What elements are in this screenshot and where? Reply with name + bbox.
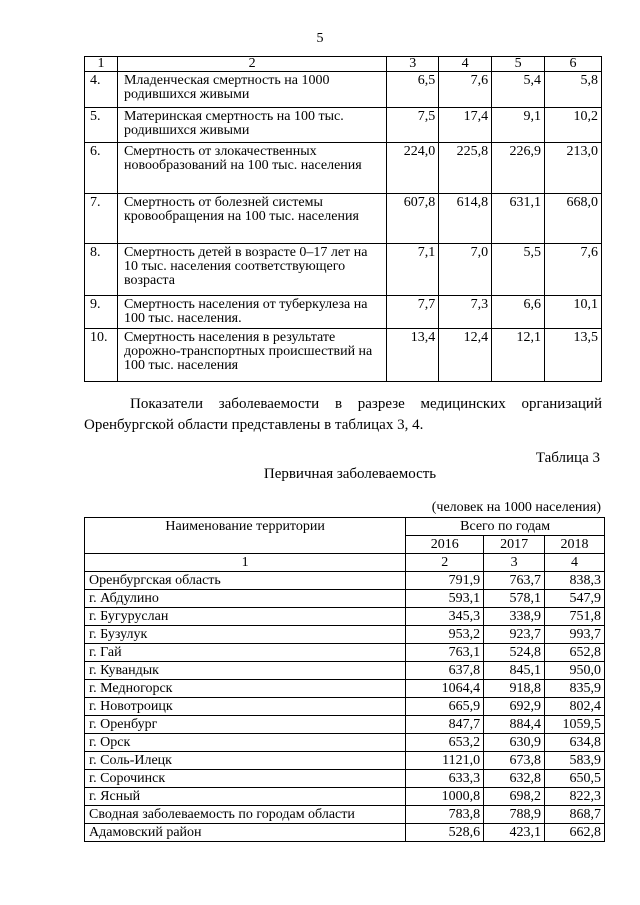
table-row [85, 626, 605, 644]
row-number: 8. [85, 244, 118, 296]
value-cell: 993,7 [545, 626, 605, 644]
value-cell: 923,7 [484, 626, 545, 644]
row-number: 5. [85, 108, 118, 143]
table-row [85, 662, 605, 680]
value-cell: 953,2 [406, 626, 484, 644]
territory-name: г. Ясный [85, 788, 406, 806]
value-cell: 835,9 [545, 680, 605, 698]
value-cell: 225,8 [439, 143, 492, 194]
territory-name: г. Сорочинск [85, 770, 406, 788]
value-cell: 783,8 [406, 806, 484, 824]
table-row [85, 734, 605, 752]
territory-name: г. Оренбург [85, 716, 406, 734]
table-label: Таблица 3 [535, 450, 600, 466]
value-cell: 1059,5 [545, 716, 605, 734]
table-row [85, 716, 605, 734]
value-cell: 7,6 [439, 72, 492, 108]
table-row [85, 143, 602, 194]
table-row [85, 72, 602, 108]
value-cell: 7,0 [439, 244, 492, 296]
value-cell: 1064,4 [406, 680, 484, 698]
table-row [85, 770, 605, 788]
table-row [85, 296, 602, 329]
year-header: 2017 [484, 536, 545, 554]
table-row [85, 752, 605, 770]
territory-name: Оренбургская область [85, 572, 406, 590]
col-header: 2 [117, 57, 386, 72]
intro-paragraph: Показатели заболеваемости в разрезе медицинских организаций Оренбургской области представлены в таблицах 3, 4. [84, 396, 602, 433]
value-cell: 845,1 [484, 662, 545, 680]
value-cell: 10,2 [545, 108, 602, 143]
column-number: 2 [406, 554, 484, 572]
value-cell: 838,3 [545, 572, 605, 590]
value-cell: 6,6 [492, 296, 545, 329]
table-row [85, 244, 602, 296]
value-cell: 868,7 [545, 806, 605, 824]
row-number: 6. [85, 143, 118, 194]
value-cell: 802,4 [545, 698, 605, 716]
value-cell: 226,9 [492, 143, 545, 194]
territory-name: г. Абдулино [85, 590, 406, 608]
value-cell: 665,9 [406, 698, 484, 716]
table-title: Первичная заболеваемость [263, 466, 437, 482]
indicator-name: Смертность населения от туберкулеза на 100 тыс. населения. [117, 296, 386, 329]
value-cell: 631,1 [492, 194, 545, 244]
value-cell: 5,4 [492, 72, 545, 108]
table-row [85, 329, 602, 382]
table-row [85, 108, 602, 143]
value-cell: 224,0 [387, 143, 439, 194]
value-cell: 653,2 [406, 734, 484, 752]
value-cell: 788,9 [484, 806, 545, 824]
value-cell: 7,1 [387, 244, 439, 296]
table-header-row [85, 57, 602, 72]
indicator-name: Смертность детей в возрасте 0–17 лет на 10 тыс. населения соответствующего возраста [117, 244, 386, 296]
table-row [85, 644, 605, 662]
col-header: 4 [439, 57, 492, 72]
value-cell: 338,9 [484, 608, 545, 626]
value-cell: 10,1 [545, 296, 602, 329]
indicator-name: Смертность от злокачественных новообразований на 100 тыс. населения [117, 143, 386, 194]
row-number: 7. [85, 194, 118, 244]
value-cell: 751,8 [545, 608, 605, 626]
morbidity-table [84, 517, 605, 842]
value-cell: 763,7 [484, 572, 545, 590]
value-cell: 13,5 [545, 329, 602, 382]
value-cell: 7,5 [387, 108, 439, 143]
year-header: 2016 [406, 536, 484, 554]
table-row [85, 806, 605, 824]
value-cell: 630,9 [484, 734, 545, 752]
value-cell: 822,3 [545, 788, 605, 806]
value-cell: 634,8 [545, 734, 605, 752]
territory-name: г. Орск [85, 734, 406, 752]
value-cell: 213,0 [545, 143, 602, 194]
value-cell: 650,5 [545, 770, 605, 788]
column-number: 1 [85, 554, 406, 572]
mortality-table [84, 56, 602, 382]
row-number: 9. [85, 296, 118, 329]
territory-name: Сводная заболеваемость по городам области [85, 806, 406, 824]
value-cell: 698,2 [484, 788, 545, 806]
value-cell: 1000,8 [406, 788, 484, 806]
value-cell: 345,3 [406, 608, 484, 626]
value-cell: 763,1 [406, 644, 484, 662]
value-cell: 632,8 [484, 770, 545, 788]
value-cell: 524,8 [484, 644, 545, 662]
indicator-name: Смертность от болезней системы кровообращения на 100 тыс. населения [117, 194, 386, 244]
value-cell: 884,4 [484, 716, 545, 734]
col-header: 3 [387, 57, 439, 72]
table-unit: (человек на 1000 населения) [431, 500, 601, 515]
value-cell: 673,8 [484, 752, 545, 770]
value-cell: 578,1 [484, 590, 545, 608]
value-cell: 12,1 [492, 329, 545, 382]
value-cell: 637,8 [406, 662, 484, 680]
territory-name: г. Бузулук [85, 626, 406, 644]
value-cell: 950,0 [545, 662, 605, 680]
value-cell: 652,8 [545, 644, 605, 662]
territory-name: г. Новотроицк [85, 698, 406, 716]
territory-name: г. Соль-Илецк [85, 752, 406, 770]
col-header: 6 [545, 57, 602, 72]
value-cell: 918,8 [484, 680, 545, 698]
value-cell: 692,9 [484, 698, 545, 716]
table-row [85, 788, 605, 806]
column-number: 4 [545, 554, 605, 572]
value-cell: 9,1 [492, 108, 545, 143]
territory-name: г. Кувандык [85, 662, 406, 680]
table-row [85, 680, 605, 698]
col-header: 1 [85, 57, 118, 72]
row-number: 10. [85, 329, 118, 382]
territory-name: г. Гай [85, 644, 406, 662]
value-cell: 668,0 [545, 194, 602, 244]
value-cell: 5,8 [545, 72, 602, 108]
indicator-name: Смертность населения в результате дорожно-транспортных происшествий на 100 тыс. населения [117, 329, 386, 382]
value-cell: 547,9 [545, 590, 605, 608]
value-cell: 607,8 [387, 194, 439, 244]
table-row [85, 698, 605, 716]
value-cell: 633,3 [406, 770, 484, 788]
row-number: 4. [85, 72, 118, 108]
value-cell: 7,3 [439, 296, 492, 329]
year-header: 2018 [545, 536, 605, 554]
value-cell: 662,8 [545, 824, 605, 842]
value-cell: 593,1 [406, 590, 484, 608]
value-cell: 13,4 [387, 329, 439, 382]
value-cell: 528,6 [406, 824, 484, 842]
col-header: 5 [492, 57, 545, 72]
value-cell: 1121,0 [406, 752, 484, 770]
value-cell: 12,4 [439, 329, 492, 382]
table-row [85, 590, 605, 608]
indicator-name: Младенческая смертность на 1000 родившихся живыми [117, 72, 386, 108]
value-cell: 5,5 [492, 244, 545, 296]
value-cell: 791,9 [406, 572, 484, 590]
column-number: 3 [484, 554, 545, 572]
table-row [85, 824, 605, 842]
value-cell: 847,7 [406, 716, 484, 734]
value-cell: 7,6 [545, 244, 602, 296]
value-cell: 6,5 [387, 72, 439, 108]
territory-name: г. Медногорск [85, 680, 406, 698]
territory-name: Адамовский район [85, 824, 406, 842]
table-row [85, 572, 605, 590]
value-cell: 423,1 [484, 824, 545, 842]
indicator-name: Материнская смертность на 100 тыс. родившихся живыми [117, 108, 386, 143]
table-row [85, 194, 602, 244]
value-cell: 583,9 [545, 752, 605, 770]
page-number: 5 [316, 31, 324, 46]
value-cell: 614,8 [439, 194, 492, 244]
value-cell: 7,7 [387, 296, 439, 329]
territory-name: г. Бугуруслан [85, 608, 406, 626]
years-header: Всего по годам [406, 518, 605, 536]
territory-header: Наименование территории [85, 518, 406, 554]
value-cell: 17,4 [439, 108, 492, 143]
table-row [85, 608, 605, 626]
